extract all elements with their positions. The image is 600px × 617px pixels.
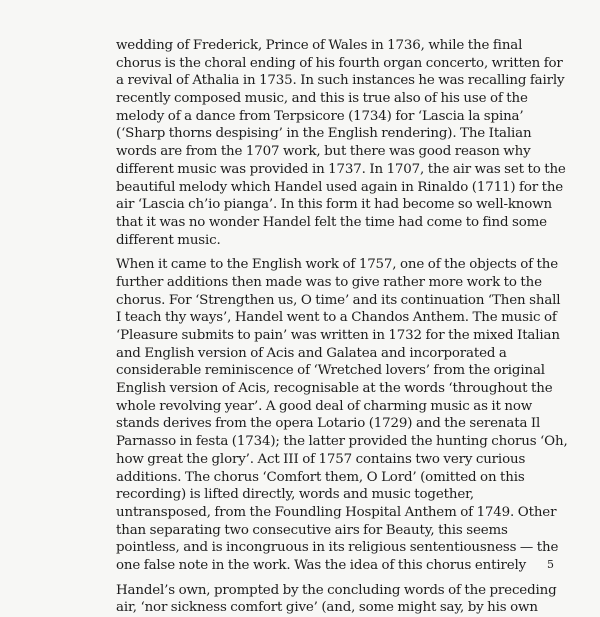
text-line: untransposed, from the Foundling Hospital Anthem of 1749. Other — [116, 504, 557, 520]
paragraph-3 — [116, 582, 557, 617]
text-line: melody of a dance from Terpsicore (1734) for ‘Lascia la spina’ — [116, 108, 524, 124]
text-line: wedding of Frederick, Prince of Wales in 1736, while the final — [116, 38, 523, 53]
body-text — [116, 37, 568, 617]
text-line: English version of Acis, recognisable at the words ‘throughout the — [116, 381, 553, 397]
text-line: chorus is the choral ending of his fourth organ concerto, written for — [116, 55, 563, 71]
text-line: air ‘Lascia ch’io pianga’. In this form it had become so well-known — [116, 197, 552, 213]
text-line: whole revolving year’. A good deal of charming music as it now — [116, 398, 533, 414]
text-line: than separating two consecutive airs for Beauty, this seems — [116, 522, 508, 538]
text-line: that it was no wonder Handel felt the time had come to find some — [116, 214, 547, 230]
paragraph-2 — [116, 256, 568, 574]
page-number: 5 — [547, 558, 554, 571]
text-line: recently composed music, and this is true also of his use of the — [116, 91, 528, 107]
text-line: (‘Sharp thorns despising’ in the English rendering). The Italian — [116, 126, 532, 142]
text-line: stands derives from the opera Lotario (1729) and the serenata Il — [116, 416, 541, 432]
text-line: When it came to the English work of 1757, one of the objects of the — [116, 257, 559, 273]
text-line: and English version of Acis and Galatea and incorporated a — [116, 345, 507, 361]
text-line: how great the glory’. Act III of 1757 contains two very curious — [116, 451, 526, 467]
text-line: I teach thy ways’, Handel went to a Chandos Anthem. The music of — [116, 310, 557, 326]
text-line: air, ‘nor sickness comfort give’ (and, some might say, by his own — [116, 600, 538, 616]
text-line: a revival of Athalia in 1735. In such instances he was recalling fairly — [116, 73, 565, 89]
text-line: beautiful melody which Handel used again in Rinaldo (1711) for the — [116, 179, 564, 195]
text-line: ‘Pleasure submits to pain’ was written in 1732 for the mixed Italian — [116, 328, 560, 343]
text-line: words are from the 1707 work, but there was good reason why — [116, 144, 531, 160]
text-line: Parnasso in festa (1734); the latter provided the hunting chorus ‘Oh, — [116, 434, 568, 450]
text-line: one false note in the work. Was the idea of this chorus entirely — [116, 557, 527, 573]
text-line: recording) is lifted directly, words and music together, — [116, 487, 474, 503]
paragraph-gap — [116, 249, 546, 256]
paragraph-gap — [116, 575, 546, 582]
text-line: different music. — [116, 232, 221, 248]
text-line: considerable reminiscence of ‘Wretched lovers’ from the original — [116, 363, 545, 379]
text-line: further additions then made was to give rather more work to the — [116, 274, 542, 290]
text-line: different music was provided in 1737. In 1707, the air was set to the — [116, 161, 566, 177]
paragraph-1 — [116, 37, 566, 249]
text-line: Handel’s own, prompted by the concluding words of the preceding — [116, 582, 557, 598]
text-line: chorus. For ‘Strengthen us, O time’ and its continuation ‘Then shall — [116, 292, 561, 308]
text-line: additions. The chorus ‘Comfort them, O Lord’ (omitted on this — [116, 469, 525, 485]
text-line: pointless, and is incongruous in its religious sententiousness — the — [116, 540, 559, 556]
